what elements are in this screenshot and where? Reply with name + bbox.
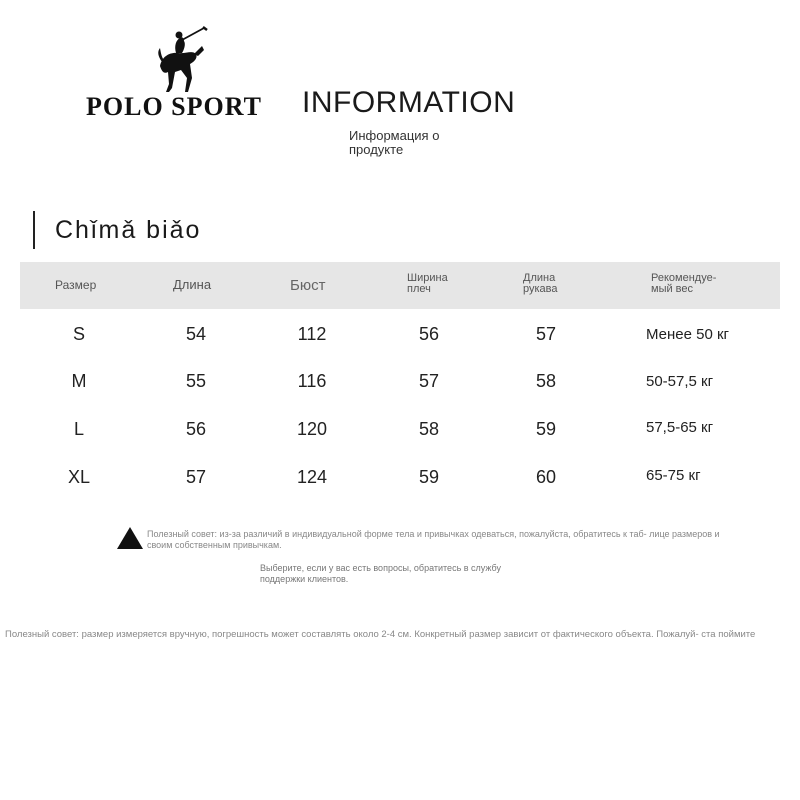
section-title: Chǐmǎ biǎo [55,216,202,244]
column-header-recommended-weight: Рекомендуе-мый вес [651,272,717,295]
table-row [0,324,800,348]
table-cell-bust: 124 [296,467,328,487]
polo-horse-rider-icon [148,26,212,98]
table-cell-shoulder: 56 [418,324,440,344]
information-subtitle: Информация о продукте [349,128,440,157]
table-cell-sleeve: 60 [535,467,557,487]
table-cell-length: 56 [185,419,207,439]
table-cell-weight: Менее 50 кг [646,326,730,343]
table-cell-size: XL [67,467,91,487]
table-cell-length: 55 [185,371,207,391]
sizing-tip-text: Полезный совет: из-за различий в индивидуальной форме тела и привычках одеваться, пожалуйста, обратитесь к таб- лице размеров и своим собственным привычкам. [147,529,720,550]
warning-triangle-icon [117,527,143,549]
table-cell-bust: 116 [297,371,327,391]
column-header-bust: Бюст [290,277,326,294]
table-cell-weight: 50-57,5 кг [646,373,714,390]
column-header-length: Длина [173,277,212,292]
brand-logo-text: POLO SPORT [86,92,262,121]
measurement-note-text: Полезный совет: размер измеряется вручную, погрешность может составлять около 2-4 см. Конкретный размер зависит от фактического объекта. Пожалуй- ста поймите [5,629,756,640]
table-cell-bust: 112 [297,324,327,344]
table-row [0,419,800,443]
column-header-shoulder-width: Ширина плеч [407,272,448,295]
table-cell-sleeve: 59 [535,419,557,439]
table-cell-weight: 65-75 кг [646,467,701,484]
table-cell-size: S [72,324,85,344]
information-title: INFORMATION [302,86,516,119]
column-header-sleeve-length: Длина рукава [523,272,558,295]
section-divider-bar [33,211,35,249]
table-cell-shoulder: 58 [418,419,440,439]
table-cell-weight: 57,5-65 кг [646,419,714,436]
table-row [0,467,800,491]
table-cell-shoulder: 59 [418,467,440,487]
table-cell-size: M [71,371,87,391]
table-cell-shoulder: 57 [418,371,440,391]
table-cell-size: L [73,419,84,439]
table-cell-bust: 120 [296,419,328,439]
table-cell-length: 57 [185,467,207,487]
table-cell-sleeve: 58 [535,371,557,391]
size-table-header [20,262,780,309]
table-cell-sleeve: 57 [535,324,557,344]
customer-support-text: Выберите, если у вас есть вопросы, обратитесь в службу поддержки клиентов. [260,563,501,584]
table-cell-length: 54 [185,324,207,344]
table-row [0,371,800,395]
column-header-size: Размер [55,278,97,292]
